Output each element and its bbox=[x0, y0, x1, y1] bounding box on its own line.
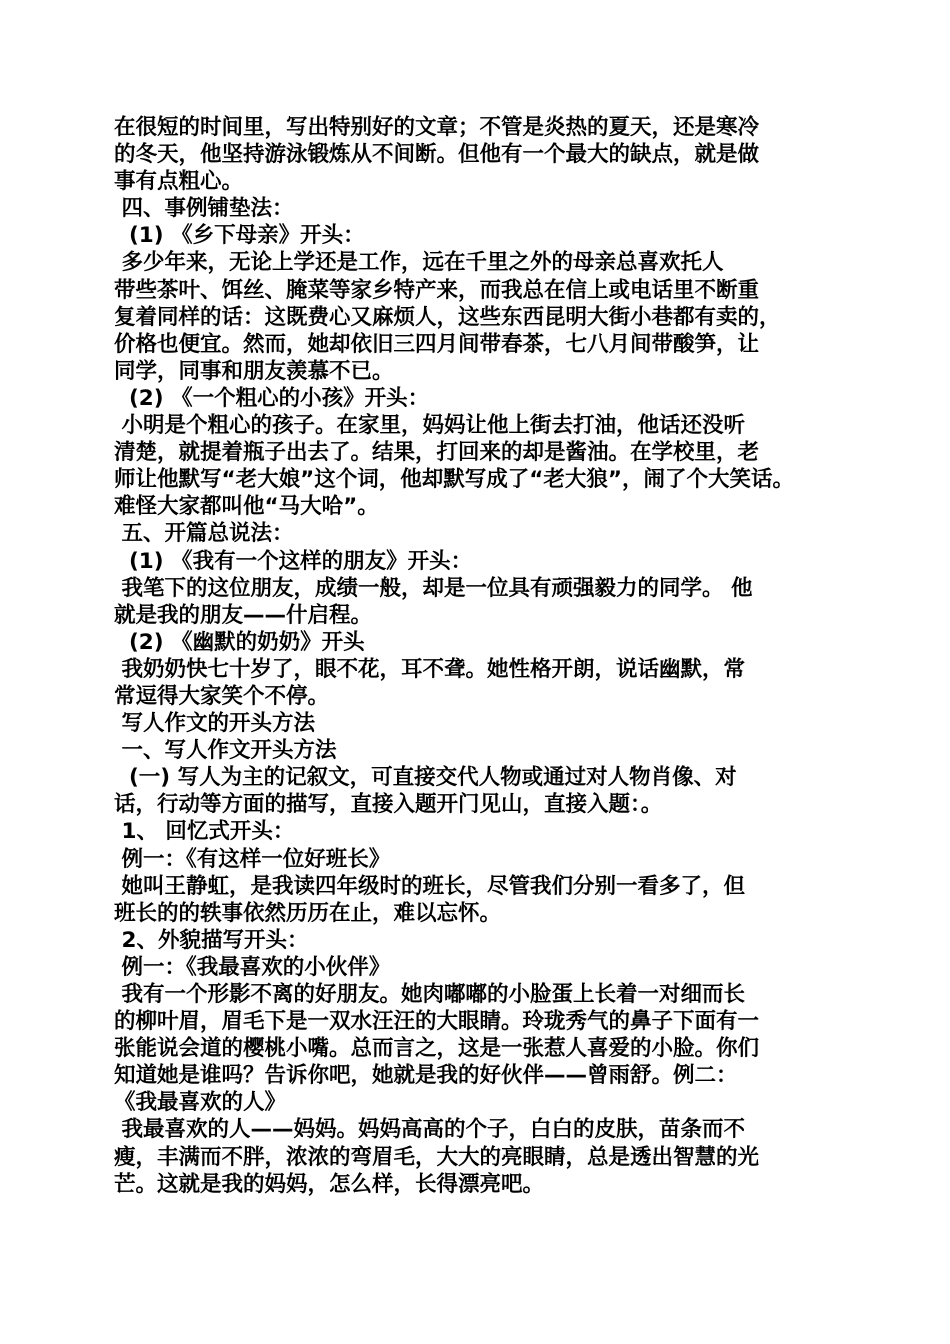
text-line: 瘦，丰满而不胖，浓浓的弯眉毛，大大的亮眼睛，总是透出智慧的光 bbox=[114, 1144, 760, 1170]
example-heading: 例一：《我最喜欢的小伙伴》 bbox=[114, 954, 391, 980]
example-heading: 例一：《有这样一位好班长》 bbox=[114, 846, 391, 872]
section-heading: 一、写人作文开头方法 bbox=[114, 738, 337, 764]
text-line: 张能说会道的樱桃小嘴。总而言之，这是一张惹人喜爱的小脸。你们 bbox=[114, 1036, 760, 1062]
text-line: 同学，同事和朋友羡慕不已。 bbox=[114, 358, 394, 384]
text-line: 小明是个粗心的孩子。在家里，妈妈让他上街去打油，他话还没听 bbox=[114, 413, 745, 439]
text-line: 班长的的轶事依然历历在止，难以忘怀。 bbox=[114, 900, 502, 926]
text-line: 知道她是谁吗？告诉你吧，她就是我的好伙伴——曾雨舒。例二： bbox=[114, 1063, 738, 1089]
text-line: 我奶奶快七十岁了，眼不花，耳不聋。她性格开朗，说话幽默，常 bbox=[114, 656, 745, 682]
text-line: (一) 写人为主的记叙文，可直接交代人物或通过对人物肖像、对 bbox=[114, 765, 737, 791]
text-line: 难怪大家都叫他“马大哈”。 bbox=[114, 494, 379, 520]
document-page bbox=[114, 114, 842, 1198]
text-line: 就是我的朋友——什启程。 bbox=[114, 602, 373, 628]
text-line: 在很短的时间里，写出特别好的文章；不管是炎热的夏天，还是寒冷 bbox=[114, 115, 760, 140]
example-heading: (1) 《乡下母亲》开头： bbox=[114, 223, 365, 249]
text-line: 芒。这就是我的妈妈，怎么样，长得漂亮吧。 bbox=[114, 1171, 545, 1197]
text-line: 带些茶叶、饵丝、腌菜等家乡特产来，而我总在信上或电话里不断重 bbox=[114, 277, 760, 303]
text-line: 我笔下的这位朋友，成绩一般，却是一位具有顽强毅力的同学。 他 bbox=[114, 575, 753, 601]
text-line: 价格也便宜。然而，她却依旧三四月间带春茶，七八月间带酸笋，让 bbox=[114, 331, 760, 357]
text-line: 话，行动等方面的描写，直接入题开门见山，直接入题：。 bbox=[114, 792, 663, 818]
text-line: 师让他默写“老大娘”这个词，他却默写成了“老大狼”，闹了个大笑话。 bbox=[114, 467, 795, 493]
section-heading: 写人作文的开头方法 bbox=[114, 711, 315, 737]
text-line: 她叫王静虹，是我读四年级时的班长，尽管我们分别一看多了，但 bbox=[114, 873, 745, 899]
text-line: 我有一个形影不离的好朋友。她肉嘟嘟的小脸蛋上长着一对细而长 bbox=[114, 982, 745, 1007]
text-line: 事有点粗心。 bbox=[114, 169, 244, 195]
text-line: 清楚，就提着瓶子出去了。结果，打回来的却是酱油。在学校里，老 bbox=[114, 440, 760, 466]
text-line: 常逗得大家笑个不停。 bbox=[114, 683, 330, 709]
example-heading: (2) 《一个粗心的小孩》开头： bbox=[114, 385, 430, 411]
text-line: 我最喜欢的人——妈妈。妈妈高高的个子，白白的皮肤，苗条而不 bbox=[114, 1117, 745, 1143]
text-line: 多少年来，无论上学还是工作，远在千里之外的母亲总喜欢托人 bbox=[114, 250, 724, 276]
text-line: 的柳叶眉，眉毛下是一双水汪汪的大眼睛。玲珑秀气的鼻子下面有一 bbox=[114, 1009, 760, 1035]
subsection-heading: 2、外貌描写开头： bbox=[114, 927, 309, 953]
example-heading: (1) 《我有一个这样的朋友》开头： bbox=[114, 548, 473, 574]
text-line: 的冬天，他坚持游泳锻炼从不间断。但他有一个最大的缺点，就是做 bbox=[114, 142, 760, 168]
section-heading: 五、开篇总说法： bbox=[114, 521, 294, 547]
example-heading: (2) 《幽默的奶奶》开头 bbox=[114, 629, 365, 655]
text-line: 复着同样的话：这既费心又麻烦人，这些东西昆明大街小巷都有卖的， bbox=[114, 304, 781, 330]
subsection-heading: 1、 回忆式开头： bbox=[114, 819, 295, 845]
section-heading: 四、事例铺垫法： bbox=[114, 196, 294, 222]
example-heading: 《我最喜欢的人》 bbox=[114, 1090, 287, 1116]
